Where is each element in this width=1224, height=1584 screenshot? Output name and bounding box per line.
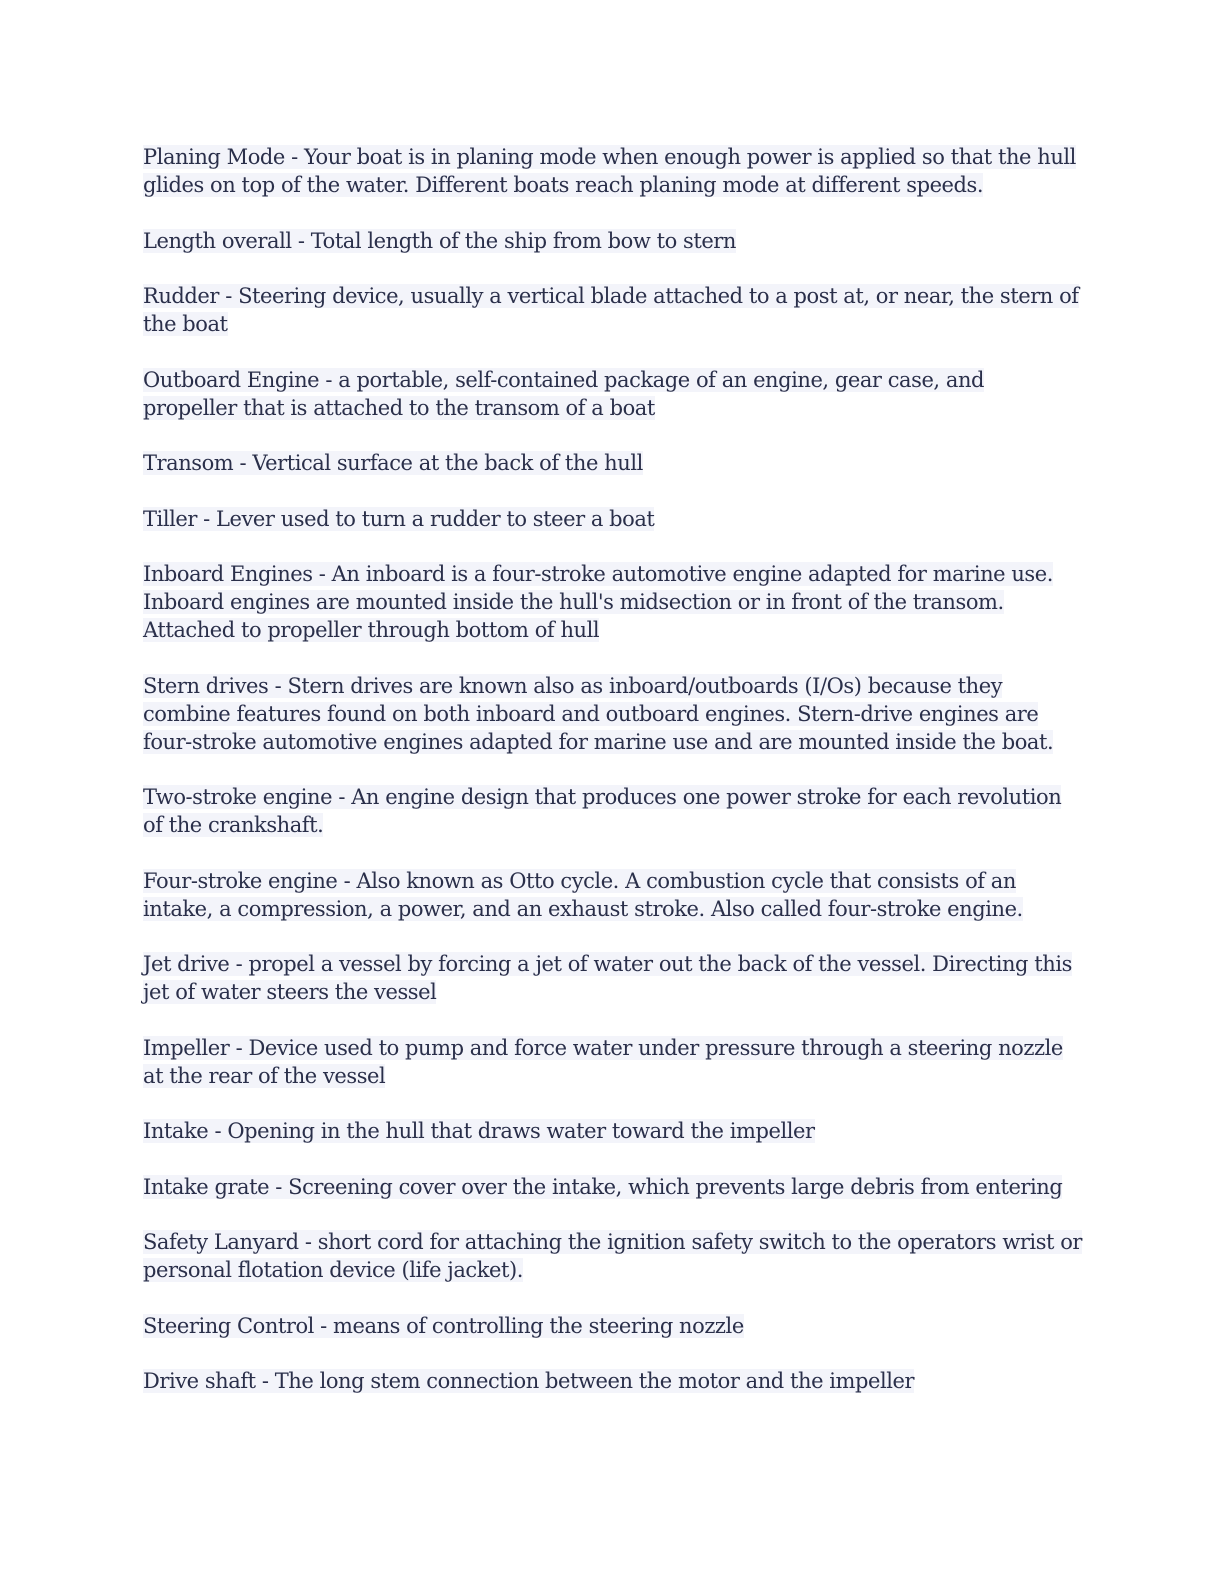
entry-intake	[143, 1117, 1083, 1145]
entry-four-stroke-engine	[143, 867, 1083, 923]
entry-text: Two-stroke engine - An engine design that produces one power stroke for each revolution of the crankshaft.	[143, 785, 1062, 837]
entry-steering-control	[143, 1312, 1083, 1340]
entry-stern-drives	[143, 672, 1083, 756]
entry-planing-mode	[143, 143, 1083, 199]
entry-text: Drive shaft - The long stem connection between the motor and the impeller	[143, 1369, 915, 1393]
entry-text: Planing Mode - Your boat is in planing mode when enough power is applied so that the hull glides on top of the water. Different boats reach planing mode at different speeds.	[143, 145, 1076, 197]
entry-safety-lanyard	[143, 1228, 1083, 1284]
entry-text: Intake grate - Screening cover over the intake, which prevents large debris from entering	[143, 1174, 1063, 1199]
entry-drive-shaft	[143, 1367, 1083, 1395]
entry-rudder	[143, 282, 1083, 338]
entry-tiller	[143, 505, 1083, 533]
entry-impeller	[143, 1034, 1083, 1090]
entry-text: Inboard Engines - An inboard is a four-stroke automotive engine adapted for marine use. Inboard engines are mounted inside the hull's midsection or in front of the transom. Attached to propeller through bottom of hull	[143, 562, 1053, 642]
entry-text: Intake - Opening in the hull that draws water toward the impeller	[143, 1119, 815, 1143]
entry-intake-grate	[143, 1173, 1083, 1201]
entry-text: Steering Control - means of controlling the steering nozzle	[143, 1313, 744, 1338]
entry-text: Safety Lanyard - short cord for attaching the ignition safety switch to the operators wrist or personal flotation device (life jacket).	[143, 1230, 1083, 1282]
entry-text: Outboard Engine - a portable, self-contained package of an engine, gear case, and propeller that is attached to the transom of a boat	[143, 367, 985, 420]
entry-text: Four-stroke engine - Also known as Otto cycle. A combustion cycle that consists of an intake, a compression, a power, and an exhaust stroke. Also called four-stroke engine.	[143, 868, 1023, 921]
entry-text: Transom - Vertical surface at the back of the hull	[143, 451, 643, 475]
entry-text: Length overall - Total length of the ship from bow to stern	[143, 228, 736, 253]
entry-length-overall	[143, 227, 1083, 255]
entry-text: Impeller - Device used to pump and force water under pressure through a steering nozzle at the rear of the vessel	[143, 1035, 1063, 1088]
entry-two-stroke-engine	[143, 783, 1083, 839]
entry-text: Jet drive - propel a vessel by forcing a jet of water out the back of the vessel. Directing this jet of water steers the vessel	[143, 952, 1072, 1004]
entry-jet-drive	[143, 950, 1083, 1006]
entry-inboard-engines	[143, 560, 1083, 644]
glossary-document	[143, 143, 1083, 1423]
entry-outboard-engine	[143, 366, 1083, 422]
entry-text: Rudder - Steering device, usually a vertical blade attached to a post at, or near, the stern of the boat	[143, 284, 1079, 336]
entry-text: Tiller - Lever used to turn a rudder to steer a boat	[143, 506, 655, 531]
entry-transom	[143, 449, 1083, 477]
entry-text: Stern drives - Stern drives are known also as inboard/outboards (I/Os) because they combine features found on both inboard and outboard engines. Stern-drive engines are four-stroke automotive engines adapted for marine use and are mounted inside the boat.	[143, 673, 1054, 754]
